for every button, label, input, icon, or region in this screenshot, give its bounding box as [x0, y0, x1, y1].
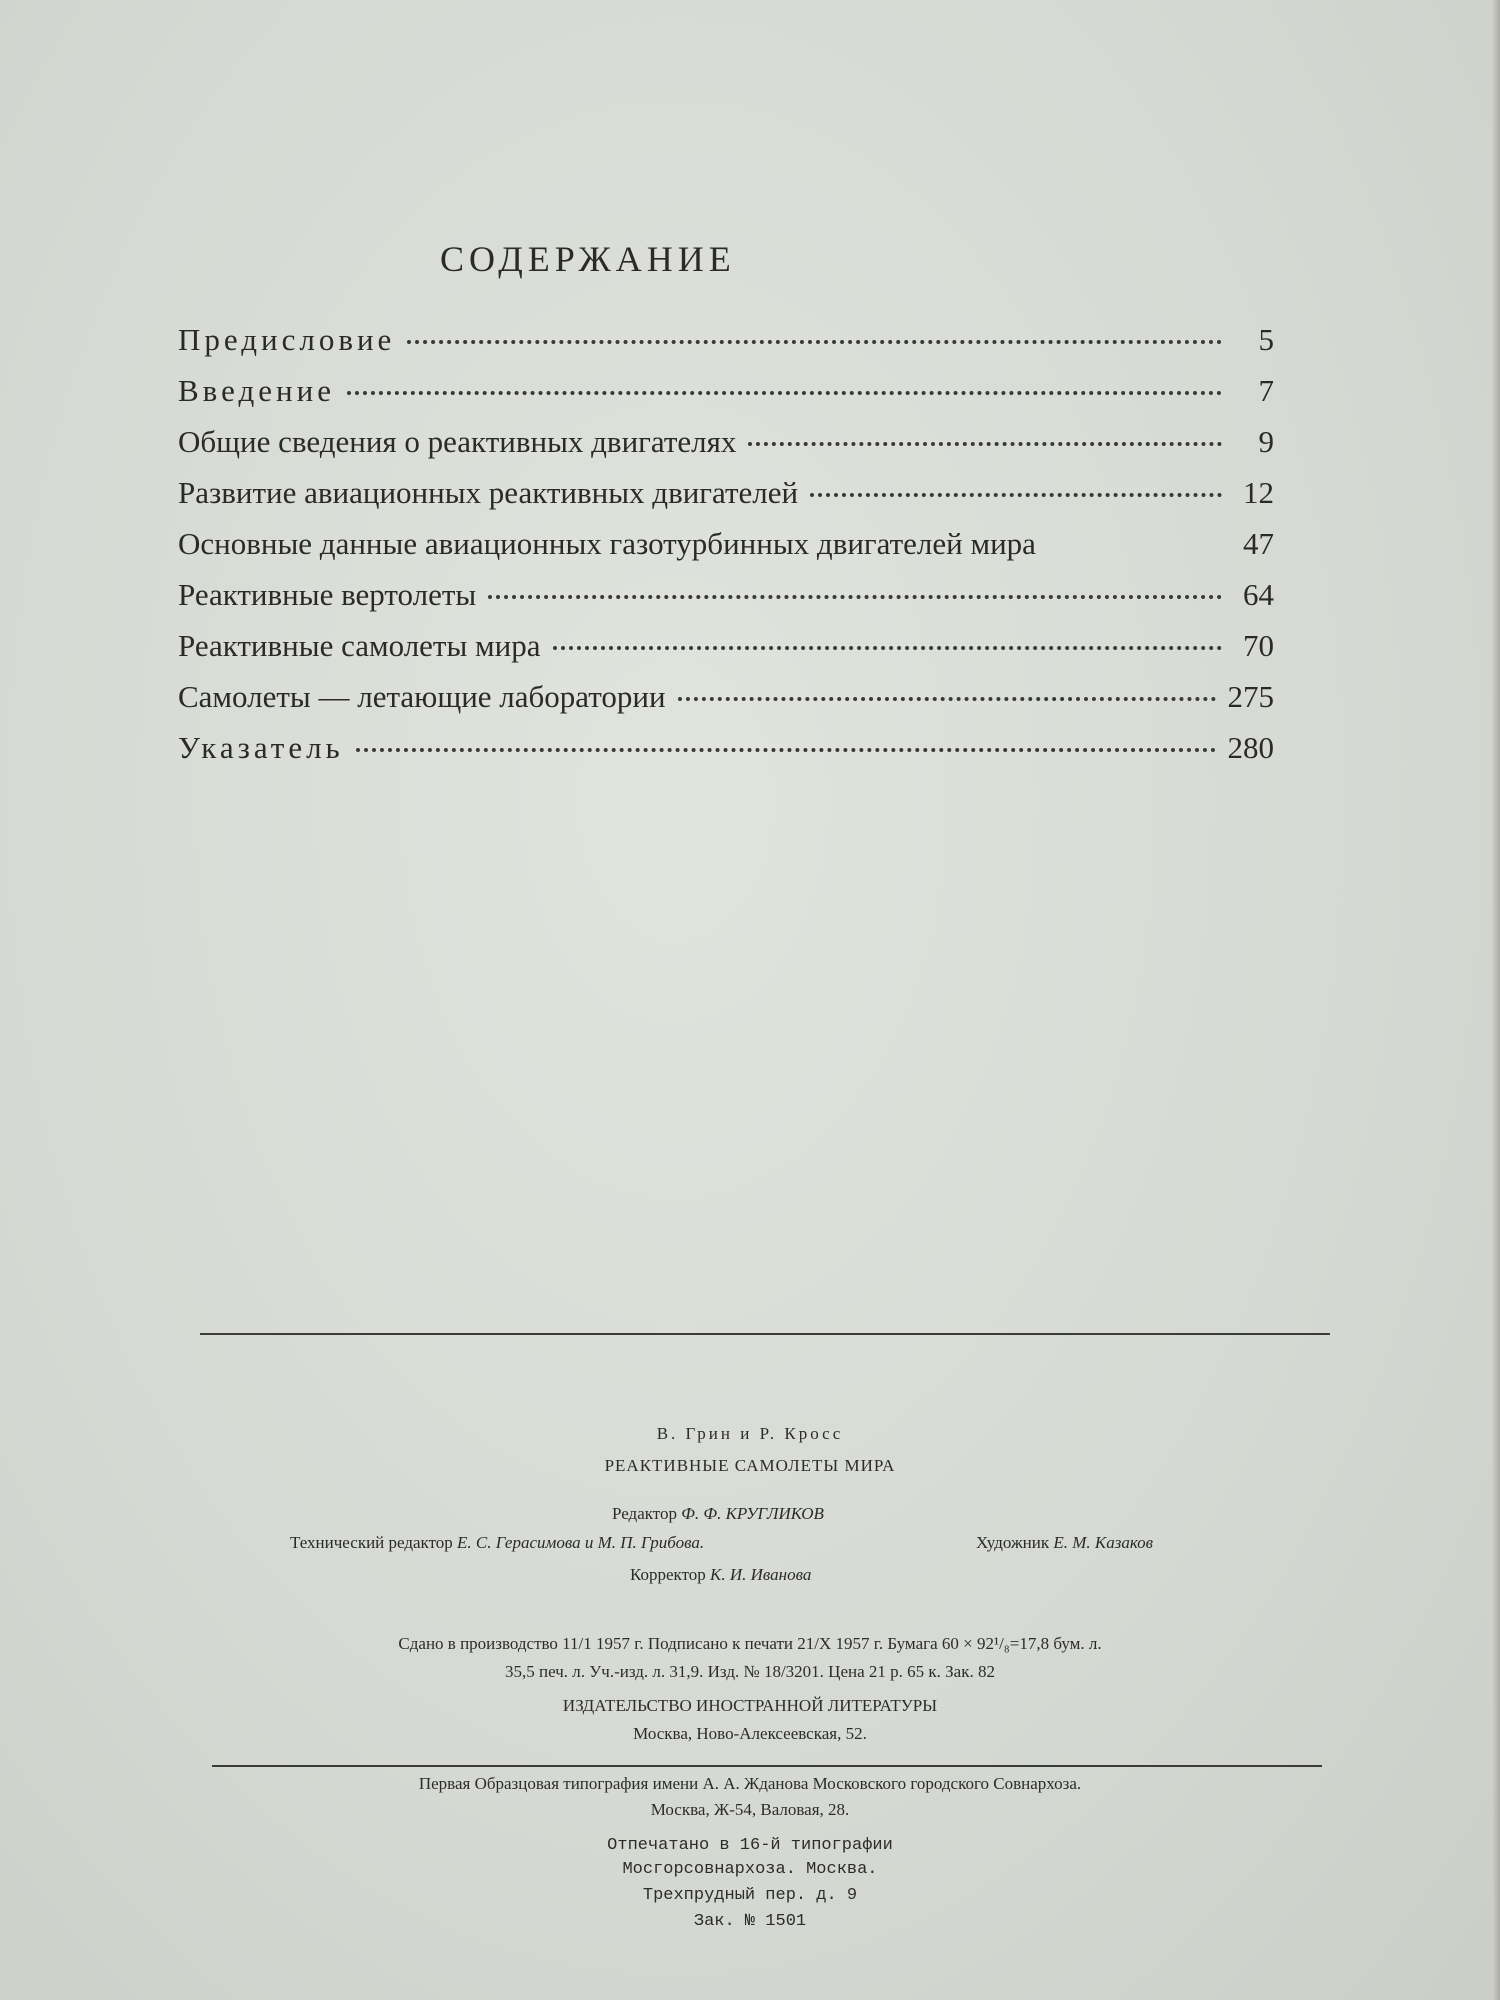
- contents-entry: [178, 475, 1278, 526]
- imprint-editor: [612, 1504, 824, 1524]
- printer-line-6: Зак. № 1501: [693, 1912, 807, 1931]
- contents-entry-page: 275: [1227, 679, 1274, 714]
- dot-leader: [356, 747, 1216, 752]
- contents-entry-label: Предисловие: [178, 322, 396, 357]
- contents-entry-page: 5: [1258, 322, 1274, 357]
- contents-entry: [178, 322, 1278, 373]
- contents-entry-label: Развитие авиационных реактивных двигателей: [178, 475, 799, 510]
- dot-leader: [678, 696, 1216, 701]
- contents-entry-page: 47: [1243, 526, 1274, 561]
- imprint-artist: [976, 1533, 1153, 1553]
- dot-leader: [347, 390, 1222, 395]
- imprint-production-line-2: 35,5 печ. л. Уч.-изд. л. 31,9. Изд. № 18/3201. Цена 21 р. 65 к. Зак. 82: [505, 1662, 995, 1681]
- contents-entry-label: Основные данные авиационных газотурбинных двигателей мира: [178, 526, 1036, 561]
- artist-name: Е. М. Казаков: [1053, 1533, 1154, 1552]
- contents-entry-page: 64: [1243, 577, 1274, 612]
- printer-line-2: Москва, Ж-54, Валовая, 28.: [650, 1800, 850, 1819]
- contents-entry: [178, 628, 1278, 679]
- contents-entry-label: Указатель: [178, 730, 344, 765]
- contents-entry: [178, 577, 1278, 628]
- contents-entry: [178, 730, 1278, 781]
- contents-entry: [178, 526, 1278, 577]
- contents-entry-page: 12: [1243, 475, 1274, 510]
- editor-role: Редактор: [612, 1504, 677, 1523]
- contents-heading: СОДЕРЖАНИЕ: [440, 239, 736, 279]
- contents-entry: [178, 424, 1278, 475]
- printer-line-3: Отпечатано в 16-й типографии: [607, 1836, 893, 1855]
- contents-entry-page: 7: [1258, 373, 1274, 408]
- contents-entry-page: 70: [1243, 628, 1274, 663]
- printer-line-1: Первая Образцовая типография имени А. А. Жданова Московского городского Совнархоза.: [418, 1774, 1082, 1793]
- contents-list: [178, 322, 1278, 781]
- tech-editor-names: Е. С. Герасимова и М. П. Грибова.: [457, 1533, 705, 1552]
- imprint-proofreader: [630, 1565, 811, 1585]
- editor-name: Ф. Ф. КРУГЛИКОВ: [681, 1504, 824, 1523]
- contents-entry: [178, 679, 1278, 730]
- artist-role: Художник: [976, 1533, 1050, 1552]
- imprint-publisher-address: Москва, Ново-Алексеевская, 52.: [633, 1724, 867, 1743]
- contents-entry-label: Реактивные самолеты мира: [178, 628, 541, 663]
- dot-leader: [553, 645, 1222, 650]
- dot-leader: [810, 492, 1222, 497]
- contents-entry-label: Введение: [178, 373, 335, 408]
- dot-leader: [748, 441, 1222, 446]
- imprint-book-title: РЕАКТИВНЫЕ САМОЛЕТЫ МИРА: [604, 1456, 896, 1475]
- contents-entry: [178, 373, 1278, 424]
- printer-line-5: Трехпрудный пер. д. 9: [642, 1886, 858, 1905]
- imprint-tech-editor: [290, 1533, 704, 1553]
- proofreader-role: Корректор: [630, 1565, 706, 1584]
- contents-entry-label: Общие сведения о реактивных двигателях: [178, 424, 737, 459]
- printer-top-rule: [212, 1765, 1322, 1767]
- printer-line-4: Мосгорсовнархоза. Москва.: [622, 1860, 878, 1879]
- imprint-publisher: ИЗДАТЕЛЬСТВО ИНОСТРАННОЙ ЛИТЕРАТУРЫ: [562, 1696, 938, 1715]
- imprint-production-line-1: Сдано в производство 11/1 1957 г. Подписано к печати 21/X 1957 г. Бумага 60 × 92¹/₈=17,8 бум. л.: [398, 1634, 1102, 1653]
- imprint-top-rule: [200, 1333, 1330, 1335]
- contents-entry-page: 9: [1258, 424, 1274, 459]
- tech-editor-role: Технический редактор: [290, 1533, 453, 1552]
- proofreader-name: К. И. Иванова: [710, 1565, 812, 1584]
- contents-entry-label: Реактивные вертолеты: [178, 577, 477, 612]
- dot-leader: [488, 594, 1222, 599]
- dot-leader: [1048, 543, 1222, 548]
- contents-entry-page: 280: [1227, 730, 1274, 765]
- imprint-authors: В. Грин и Р. Кросс: [656, 1424, 844, 1443]
- contents-entry-label: Самолеты — летающие лаборатории: [178, 679, 666, 714]
- dot-leader: [407, 339, 1222, 344]
